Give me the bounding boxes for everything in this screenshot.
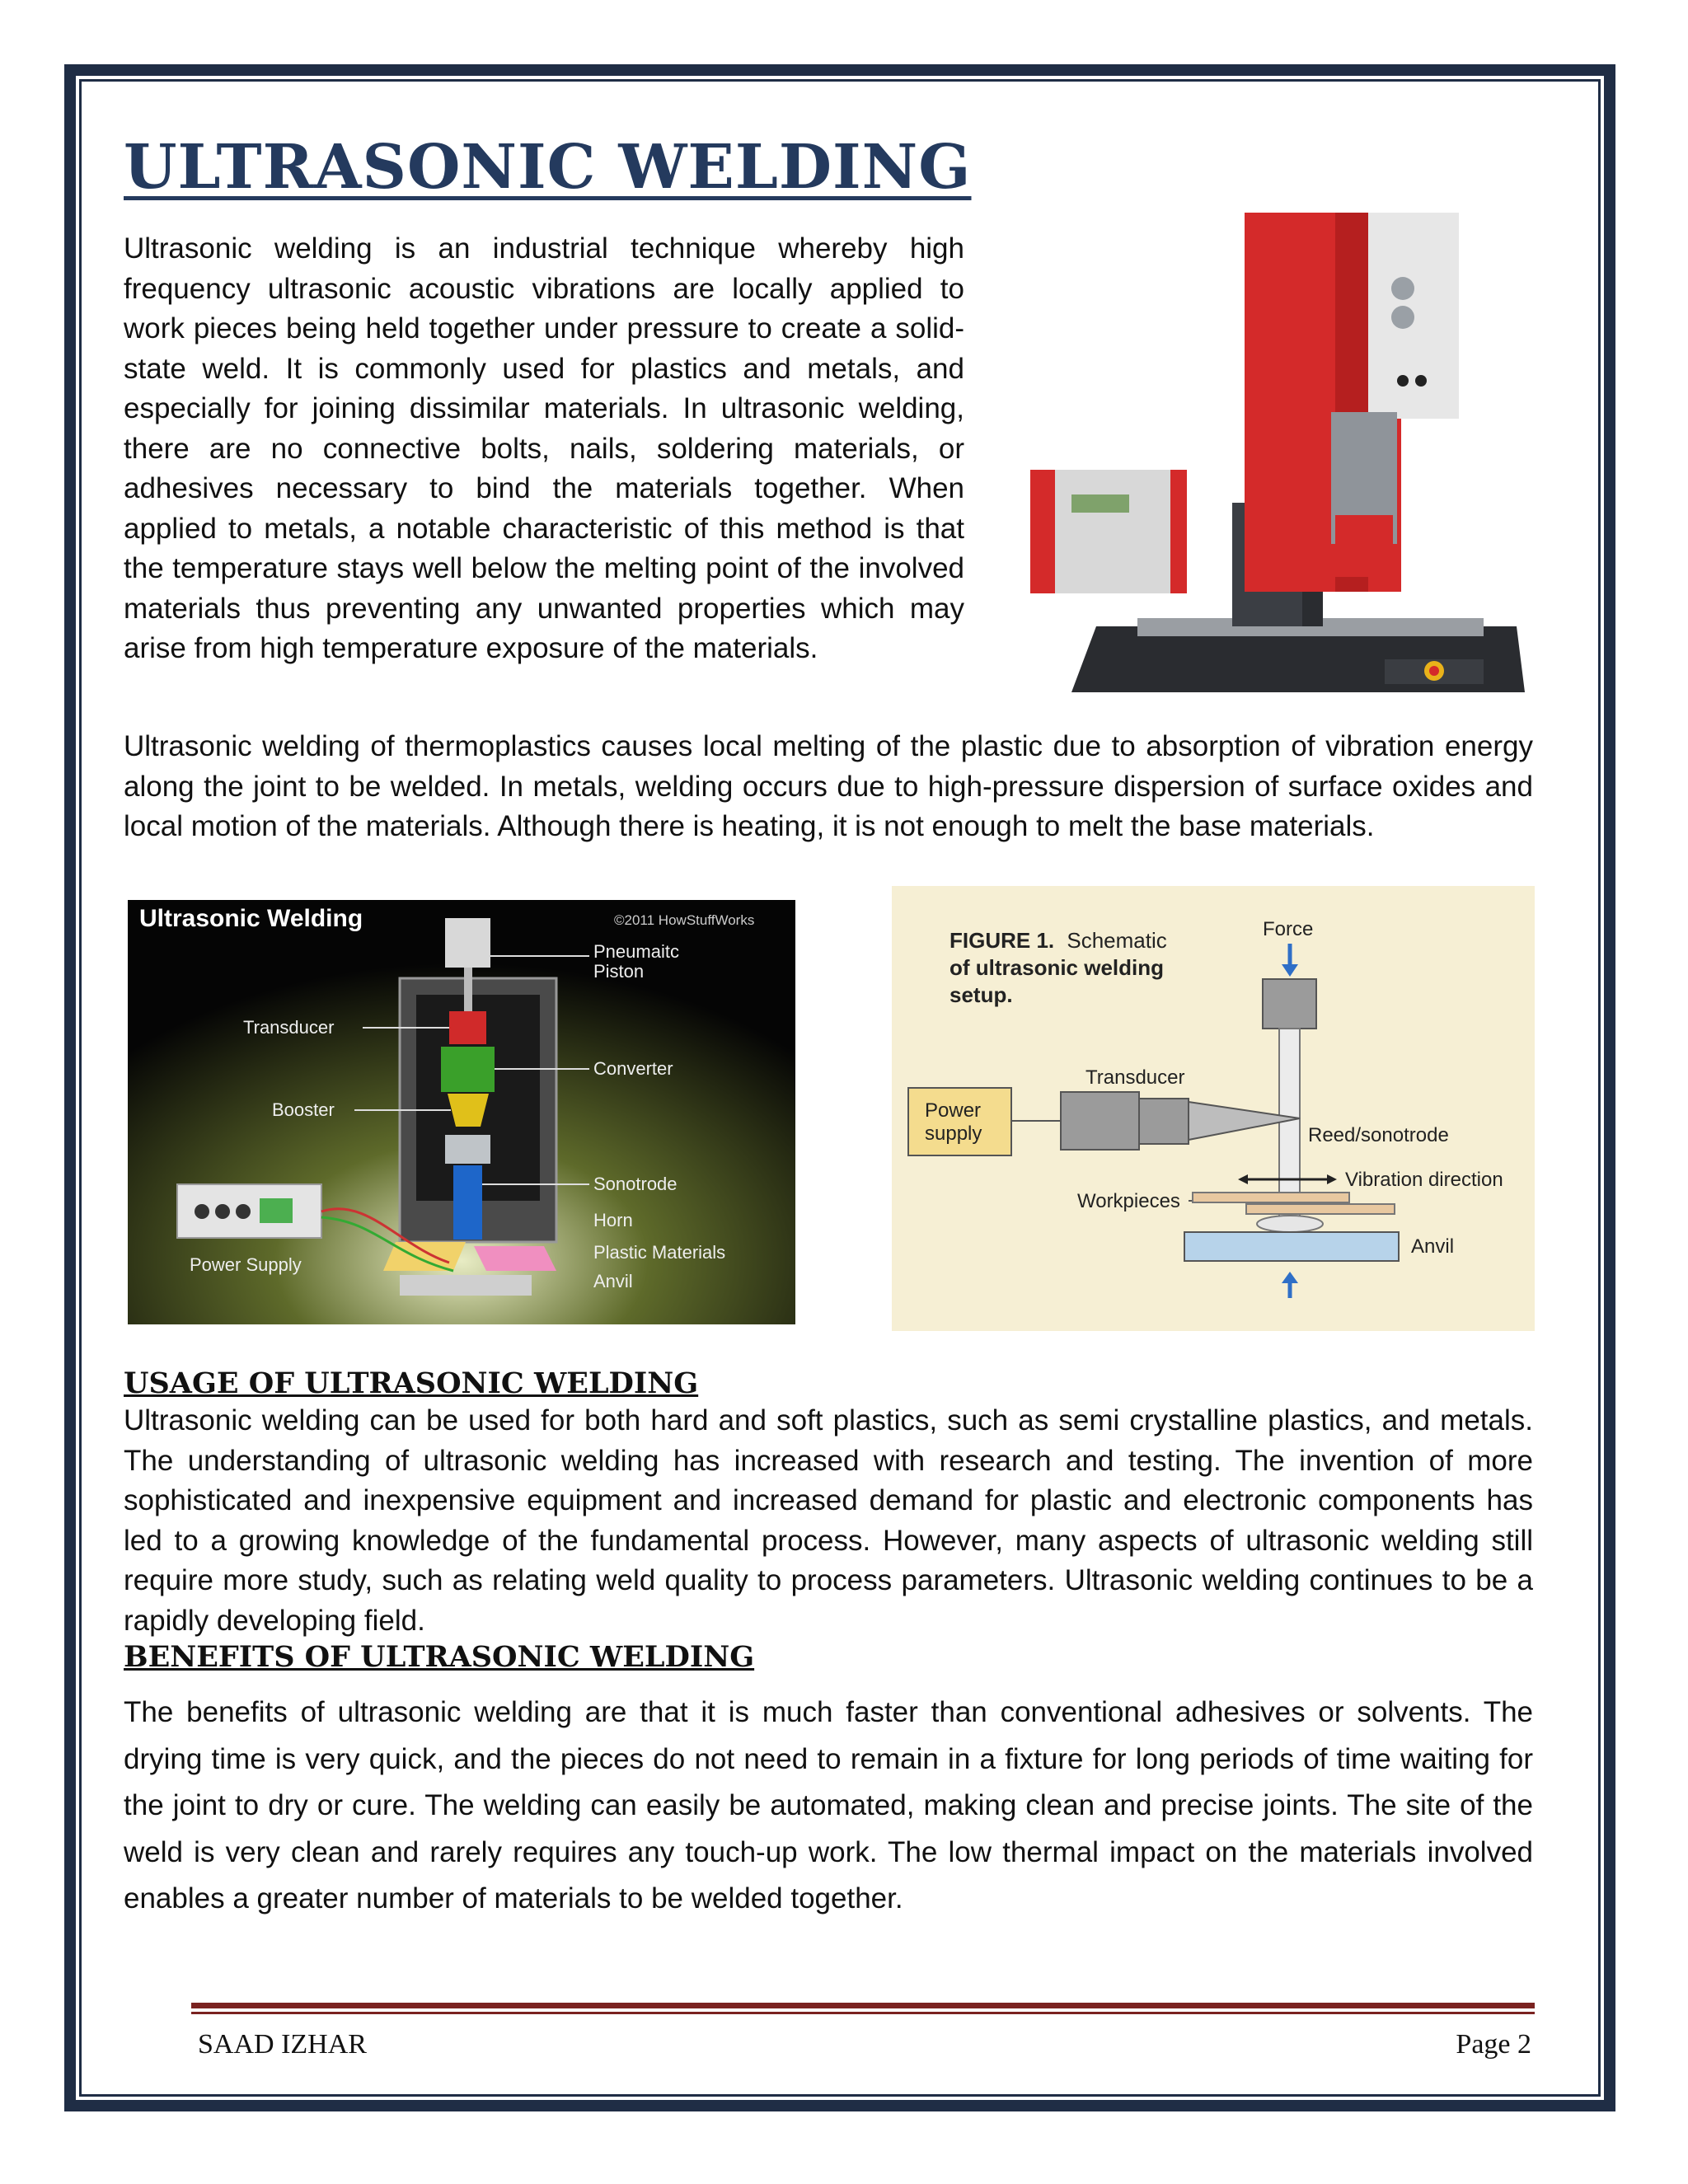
label-vibration-direction: Vibration direction [1345,1169,1503,1191]
ultrasonic-welder-photo [1022,198,1533,733]
benefits-heading: BENEFITS OF ULTRASONIC WELDING [124,1640,755,1674]
usage-heading: USAGE OF ULTRASONIC WELDING [124,1366,699,1400]
label-power-supply-schematic [925,1099,987,1145]
footer-rule [191,2003,1535,2008]
footer-page-number: Page 2 [1456,2029,1531,2060]
label-piston-2: Piston [593,961,645,982]
label-anvil-schematic: Anvil [1411,1235,1455,1258]
label-workpieces: Workpieces [1077,1190,1180,1212]
second-paragraph: Ultrasonic welding of thermoplastics causes local melting of the plastic due to absorption of vibration energy along the joint to be welded. In metals, welding occurs due to high-pressure dispersion of surface oxides and local motion of the materials. Although there is heating, it is not enough to melt the base materials. [124,730,1533,842]
label-anvil: Anvil [593,1271,633,1291]
label-transducer: Transducer [243,1017,335,1038]
usage-paragraph: Ultrasonic welding can be used for both hard and soft plastics, such as semi crystalline plastics, and metals. The understanding of ultrasonic welding has increased with research and testing. The invention of more sophisticated and inexpensive equipment and increased demand for plastic and electronic components has led to a growing knowledge of the fundamental process. However, many aspects of ultrasonic welding still require more study, such as relating weld quality to process parameters. Ultrasonic welding continues to be a rapidly developing field. [124,1404,1533,1637]
ultrasonic-welding-diagram [128,900,795,1324]
label-transducer-schematic: Transducer [1085,1066,1185,1089]
label-power-supply: Power Supply [190,1254,302,1275]
caption-part-3: setup. [950,982,1013,1007]
diagram-title: Ultrasonic Welding [139,905,363,932]
label-horn: Horn [593,1210,633,1230]
intro-paragraph: Ultrasonic welding is an industrial technique whereby high frequency ultrasonic acoustic vibrations are locally applied to work pieces being held together under pressure to create a solid-state weld. It is commonly used for plastics and metals, and especially for joining dissimilar materials. In ultrasonic welding, there are no connective bolts, nails, soldering materials, or adhesives necessary to bind the materials together. When applied to metals, a notable characteristic of this method is that the temperature stays well below the melting point of the involved materials thus preventing any unwanted properties which may arise from high temperature exposure of the materials. [124,232,964,664]
label-converter: Converter [593,1058,673,1079]
caption-part-2: of ultrasonic welding [950,955,1165,980]
label-sonotrode: Sonotrode [593,1174,678,1194]
diagram-copyright: ©2011 HowStuffWorks [614,912,755,928]
power-line-2: supply [925,1122,982,1145]
power-line-1: Power [925,1099,982,1122]
label-force: Force [1263,918,1314,940]
label-reed-sonotrode: Reed/sonotrode [1308,1124,1449,1146]
caption-bold: FIGURE 1. [950,928,1055,953]
footer-rule-thin [191,2012,1535,2014]
footer-author: SAAD IZHAR [198,2029,367,2060]
label-piston-1: Pneumaitc [593,941,679,962]
schematic-figure [892,886,1535,1331]
caption-part-1: Schematic [1067,928,1167,953]
label-booster: Booster [272,1099,335,1120]
page-title: ULTRASONIC WELDING [124,132,972,203]
label-plastic-materials: Plastic Materials [593,1242,726,1263]
benefits-paragraph: The benefits of ultrasonic welding are that it is much faster than conventional adhesives or solvents. The drying time is very quick, and the pieces do not need to remain in a fixture for long periods of time waiting for the joint to dry or cure. The welding can easily be automated, making clean and precise joints. The site of the weld is very clean and rarely requires any touch-up work. The low thermal impact on the materials involved enables a greater number of materials to be welded together. [124,1696,1533,1915]
